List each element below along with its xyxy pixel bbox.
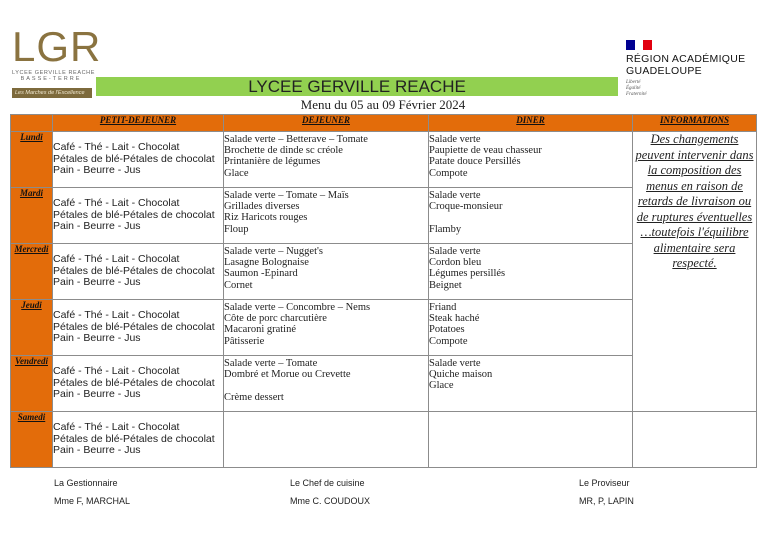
menu-item: Salade verte – Concombre – Nems (224, 302, 371, 313)
day-label: Samedi (11, 412, 53, 468)
menu-item: Café - Thé - Lait - Chocolat (53, 309, 180, 321)
logo-school-name: LYCEE GERVILLE REACHE (12, 70, 96, 76)
dinner-cell (429, 412, 633, 468)
logo-city: BASSE-TERRE (20, 76, 82, 82)
menu-item: Croque-monsieur (429, 201, 503, 213)
day-label: Lundi (11, 132, 53, 188)
menu-item: Salade verte (429, 190, 481, 201)
menu-item: Pain - Beurre - Jus (53, 332, 141, 344)
lunch-cell (224, 188, 429, 244)
lunch-cell (224, 412, 429, 468)
corner-cell (11, 115, 53, 132)
col-header-information: INFORMATIONS (633, 115, 757, 132)
menu-item: Printanière de légumes (224, 156, 321, 168)
menu-item: Cordon bleu (429, 257, 482, 269)
dinner-cell (429, 244, 633, 300)
empty-info-cell (633, 412, 757, 468)
menu-item: Café - Thé - Lait - Chocolat (53, 141, 180, 153)
menu-item: Café - Thé - Lait - Chocolat (53, 421, 180, 433)
menu-item: Salade verte (429, 246, 481, 257)
menu-item: Flamby (429, 223, 462, 235)
lgr-logo (12, 23, 102, 98)
menu-item: Pétales de blé-Pétales de chocolat (53, 376, 215, 389)
breakfast-cell (53, 300, 224, 356)
menu-item: Pain - Beurre - Jus (53, 220, 141, 232)
menu-item: Compote (429, 335, 468, 347)
menu-item: Légumes persillés (429, 268, 506, 280)
menu-item: Paupiette de veau chasseur (429, 145, 542, 157)
menu-item: Salade verte – Betterave – Tomate (224, 134, 368, 145)
dinner-cell (429, 300, 633, 356)
menu-item: Café - Thé - Lait - Chocolat (53, 365, 180, 377)
breakfast-cell (53, 356, 224, 412)
menu-item: Friand (429, 302, 457, 313)
lunch-cell (224, 300, 429, 356)
menu-item: Cornet (224, 279, 253, 291)
menu-item: Pain - Beurre - Jus (53, 164, 141, 176)
page-subtitle: Menu du 05 au 09 Février 2024 (300, 97, 466, 112)
menu-item: Glace (224, 167, 249, 179)
menu-item: Pain - Beurre - Jus (53, 276, 141, 288)
logo-slogan: Les Marches de l'Excellence (12, 88, 92, 98)
signature-gestionnaire: La Gestionnaire Mme F, MARCHAL (54, 478, 131, 506)
menu-item: Salade verte (429, 358, 481, 369)
col-header-lunch: DEJEUNER (224, 115, 429, 132)
lunch-cell (224, 132, 429, 188)
menu-item: Patate douce Persillés (429, 156, 521, 168)
col-header-breakfast: PETIT-DEJEUNER (53, 115, 224, 132)
menu-item: Côte de porc charcutière (224, 313, 327, 325)
menu-item: Glace (429, 380, 454, 392)
table-row (11, 412, 757, 468)
menu-item: Dombré et Morue ou Crevette (224, 369, 351, 381)
menu-item: Café - Thé - Lait - Chocolat (53, 197, 180, 209)
header-row (11, 115, 757, 132)
breakfast-cell (53, 188, 224, 244)
region-logo (626, 40, 756, 98)
lunch-cell (224, 356, 429, 412)
signature-chef: Le Chef de cuisine Mme C. COUDOUX (290, 478, 371, 506)
menu-item: Grillades diverses (224, 201, 300, 213)
menu-item: Crème dessert (224, 391, 284, 403)
dinner-cell (429, 132, 633, 188)
menu-item: Macaroni gratiné (224, 324, 297, 336)
menu-item: Riz Haricots rouges (224, 212, 308, 224)
col-header-dinner: DINER (429, 115, 633, 132)
day-label: Vendredi (11, 356, 53, 412)
breakfast-cell (53, 132, 224, 188)
menu-item: Pâtisserie (224, 335, 265, 347)
menu-item: Salade verte – Nugget's (224, 246, 323, 257)
menu-item: Brochette de dinde sc créole (224, 145, 343, 157)
menu-item: Café - Thé - Lait - Chocolat (53, 253, 180, 265)
page-title: LYCEE GERVILLE REACHE (248, 77, 466, 96)
menu-item: Floup (224, 223, 249, 235)
information-text: Des changements peuvent intervenir dans la composition des menus en raison de retards de livraison ou de ruptures éventuelles …toutefois l'équilibre alimentaire sera respecté. (635, 132, 754, 270)
menu-table (10, 114, 757, 468)
logo-letters: LGR (12, 23, 102, 70)
menu-item: Pain - Beurre - Jus (53, 388, 141, 400)
table-row (11, 132, 757, 188)
menu-item: Pain - Beurre - Jus (53, 444, 141, 456)
day-label: Mardi (11, 188, 53, 244)
dinner-cell (429, 356, 633, 412)
breakfast-cell (53, 244, 224, 300)
menu-item: Pétales de blé-Pétales de chocolat (53, 432, 215, 445)
menu-item: Quiche maison (429, 369, 493, 381)
menu-item (224, 380, 428, 391)
menu-item: Lasagne Bolognaise (224, 257, 309, 269)
menu-item: Salade verte – Tomate (224, 358, 318, 369)
menu-item: Pétales de blé-Pétales de chocolat (53, 320, 215, 333)
region-name: RÉGION ACADÉMIQUE GUADELOUPE (626, 53, 746, 77)
menu-item: Compote (429, 167, 468, 179)
signature-proviseur: Le Proviseur MR, P, LAPIN (579, 478, 634, 506)
dinner-cell (429, 188, 633, 244)
menu-item: Potatoes (429, 324, 465, 336)
lunch-cell (224, 244, 429, 300)
menu-item: Pétales de blé-Pétales de chocolat (53, 264, 215, 277)
menu-item: Saumon -Epinard (224, 268, 298, 280)
region-motto: Liberté Égalité Fraternité (626, 80, 647, 97)
information-cell (633, 132, 757, 412)
menu-item: Pétales de blé-Pétales de chocolat (53, 208, 215, 221)
menu-item: Beignet (429, 279, 462, 291)
day-label: Jeudi (11, 300, 53, 356)
french-flag-icon (626, 40, 652, 50)
menu-item: Steak haché (429, 313, 480, 325)
menu-item: Pétales de blé-Pétales de chocolat (53, 152, 215, 165)
menu-item: Salade verte – Tomate – Maïs (224, 190, 349, 201)
menu-item (429, 212, 632, 223)
breakfast-cell (53, 412, 224, 468)
menu-item: Salade verte (429, 134, 481, 145)
day-label: Mercredi (11, 244, 53, 300)
